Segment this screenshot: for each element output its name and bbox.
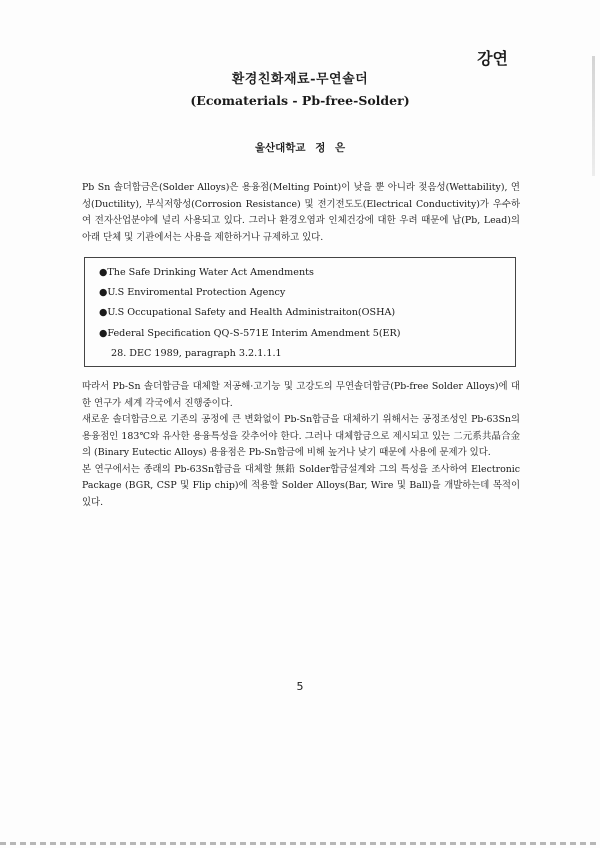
page-number: 5 [296,680,304,693]
regulation-item: ●The Safe Drinking Water Act Amendments [99,267,314,278]
body-paragraph-line: 따라서 Pb-Sn 솔더합금을 대체할 저공해·고기능 및 고강도의 무연솔더합금(Pb-free Solder Alloys)에 대한 연구가 세계 각국에서 진행중이다. [82,381,520,409]
body-paragraph-line: 새로운 솔더합금으로 기존의 공정에 큰 변화없이 Pb-Sn합금을 대체하기 위해서는 공정조성인 Pb-63Sn의 용융점인 183℃와 유사한 용융특성을 갖추어야 한다. 그러나 대체합금으로 제시되고 있는 二元系共晶合金의 (Binary Eutectic Alloys) 용융점은 Pb-Sn합금에 비해 높거나 낮기 때문에 사용에 문제가 있다. [82,414,520,458]
regulation-item: ●Federal Specification QQ-S-571E Interim Amendment 5(ER) [99,327,401,339]
intro-paragraph: Pb Sn 솔더합금은(Solder Alloys)은 용융점(Melting Point)이 낮을 뿐 아니라 젖음성(Wettability), 연성(Ductility), 부식저항성(Corrosion Resistance) 및 전기전도도(Electrical Conductivity)가 우수하여 전자산업분야에 널리 사용되고 있다. 그러나 환경오염과 인체건강에 대한 우려 때문에 납(Pb, Lead)의 아래 단체 및 기관에서는 사용을 제한하거나 규제하고 있다. [82,182,520,243]
regulation-item: ●U.S Enviromental Protection Agency [99,287,286,299]
scan-edge-artifact [0,842,600,845]
regulation-item: ●U.S Occupational Safety and Health Administraiton(OSHA) [99,307,396,319]
regulations-box [84,257,516,367]
author-line: 울산대학교 정 은 [254,142,346,154]
regulation-item-continuation: 28. DEC 1989, paragraph 3.2.1.1.1 [111,347,282,359]
body-paragraph-line: 본 연구에서는 종래의 Pb-63Sn합금을 대체할 無鉛 Solder합금설계와 그의 특성을 조사하여 Electronic Package (BGR, CSP 및 Flip chip)에 적용할 Solder Alloys(Bar, Wire 및 Ball)을 개발하는데 목적이 있다. [82,463,520,508]
document-title: 환경친화재료-무연솔더 [231,72,369,87]
document-subtitle: (Ecomaterials - Pb-free-Solder) [190,93,410,108]
body-paragraph [82,379,520,511]
section-tag: 강연 [477,49,508,68]
